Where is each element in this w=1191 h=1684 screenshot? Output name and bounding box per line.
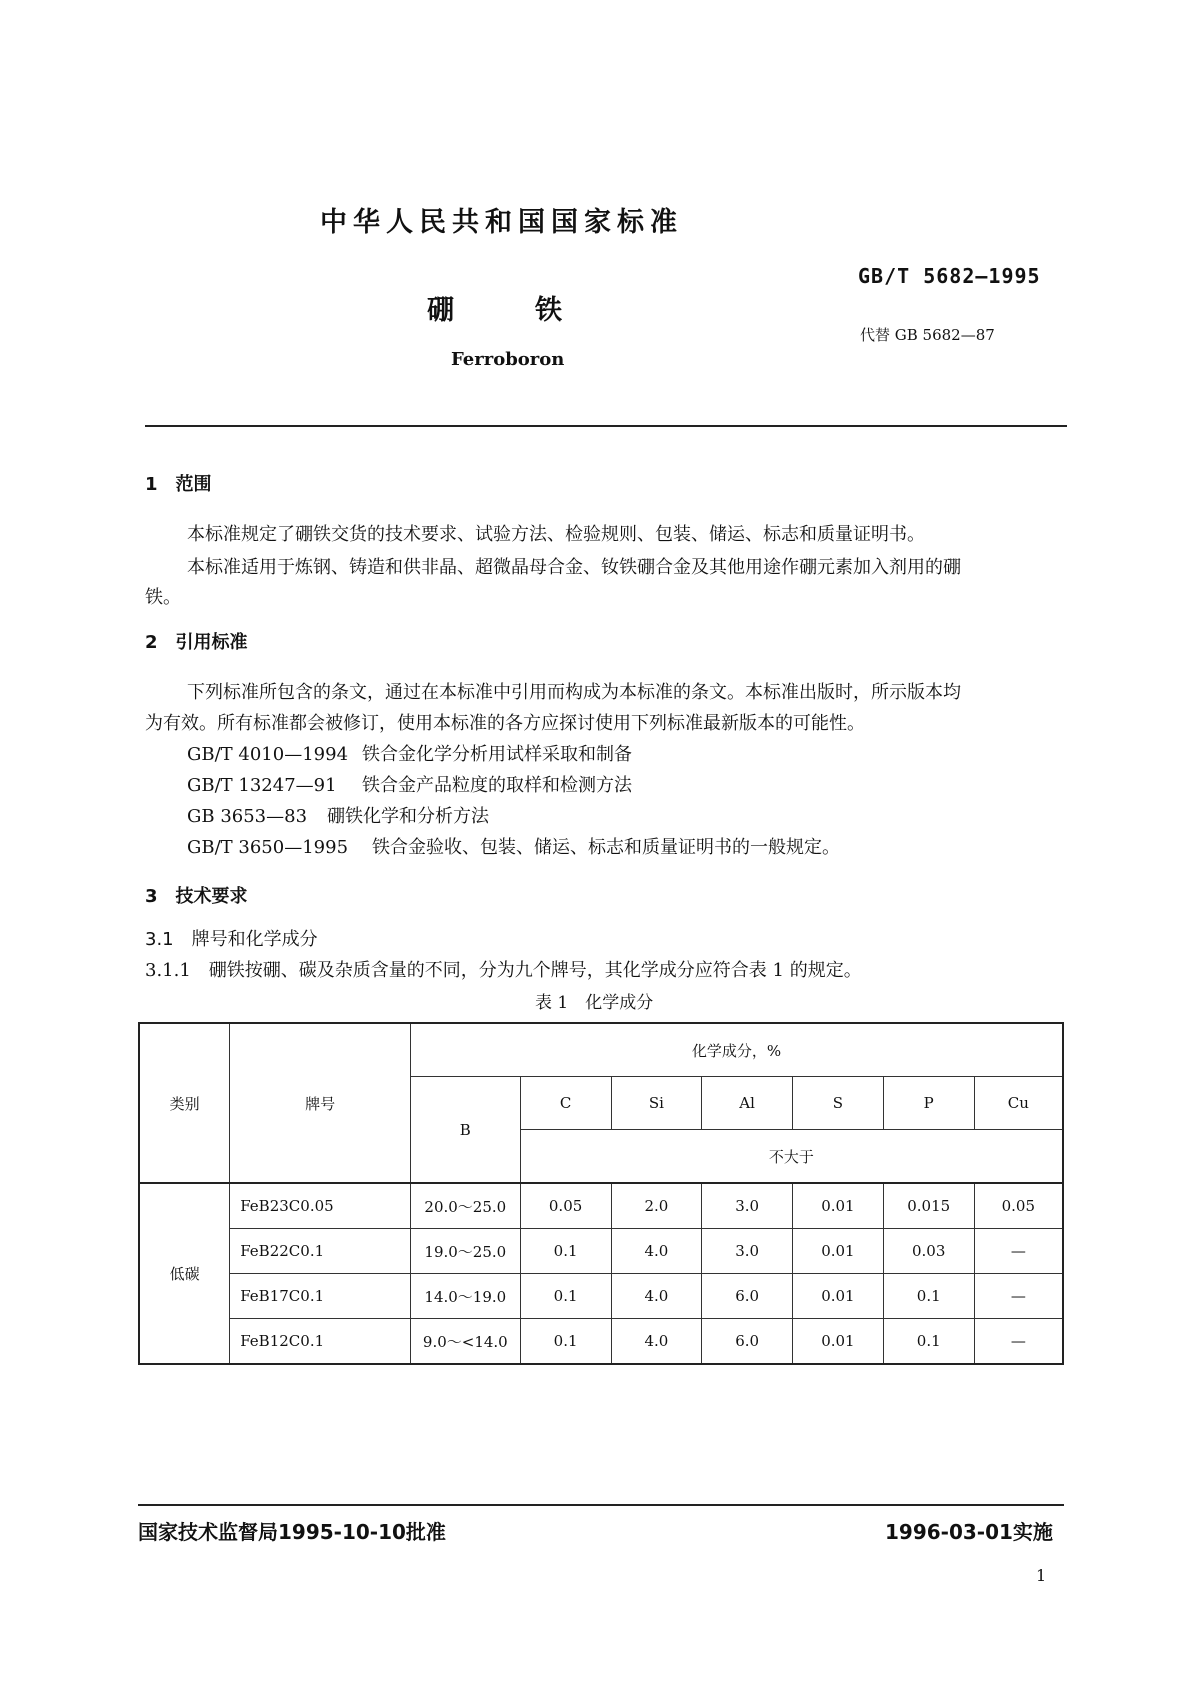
cell-s: 0.01 [793, 1319, 884, 1365]
cell-cu: — [974, 1229, 1063, 1274]
reference-code: GB/T 3650—1995 [187, 837, 349, 858]
header-element-cu: Cu [974, 1077, 1063, 1130]
cell-grade: FeB22C0.1 [230, 1229, 411, 1274]
document-title: 硼 铁 [427, 295, 562, 326]
standard-number: GB/T 5682—1995 [858, 264, 1041, 288]
reference-title: 铁合金化学分析用试样采取和制备 [362, 744, 632, 765]
cell-cu: 0.05 [974, 1183, 1063, 1229]
subsection-3-1-heading: 3.1 牌号和化学成分 [145, 929, 318, 950]
cell-grade: FeB12C0.1 [230, 1319, 411, 1365]
cell-al: 3.0 [702, 1183, 793, 1229]
implementation-date: 1996-03-01实施 [885, 1520, 1053, 1544]
footer-divider [138, 1504, 1064, 1506]
cell-al: 3.0 [702, 1229, 793, 1274]
section-1-paragraph-2-cont: 铁。 [145, 587, 181, 608]
section-1-paragraph-2: 本标准适用于炼钢、铸造和供非晶、超微晶母合金、钕铁硼合金及其他用途作硼元素加入剂用的硼 [187, 557, 961, 578]
section-2-paragraph-cont: 为有效。所有标准都会被修订，使用本标准的各方应探讨使用下列标准最新版本的可能性。 [145, 713, 865, 734]
reference-code: GB 3653—83 [187, 806, 308, 827]
header-category: 类别 [139, 1023, 230, 1183]
cell-b: 19.0～25.0 [410, 1229, 520, 1274]
reference-item [187, 740, 632, 766]
cell-b: 20.0～25.0 [410, 1183, 520, 1229]
reference-title: 铁合金验收、包装、储运、标志和质量证明书的一般规定。 [372, 837, 840, 858]
cell-c: 0.1 [520, 1229, 611, 1274]
cell-b: 14.0～19.0 [410, 1274, 520, 1319]
cell-p: 0.1 [883, 1274, 974, 1319]
cell-al: 6.0 [702, 1274, 793, 1319]
replaces-standard: 代替 GB 5682—87 [860, 326, 995, 344]
table-caption: 表 1 化学成分 [535, 993, 654, 1013]
english-title: Ferroboron [451, 349, 565, 370]
reference-code: GB/T 4010—1994 [187, 744, 349, 765]
cell-c: 0.05 [520, 1183, 611, 1229]
cell-si: 2.0 [611, 1183, 702, 1229]
reference-title: 硼铁化学和分析方法 [327, 806, 489, 827]
cell-p: 0.015 [883, 1183, 974, 1229]
subsection-3-1-1-text: 3.1.1 硼铁按硼、碳及杂质含量的不同，分为九个牌号，其化学成分应符合表 1 的规定。 [145, 960, 862, 981]
header-divider [145, 425, 1067, 427]
national-standard-title: 中华人民共和国国家标准 [320, 207, 683, 238]
reference-title: 铁合金产品粒度的取样和检测方法 [362, 775, 632, 796]
header-element-s: S [793, 1077, 884, 1130]
cell-cu: — [974, 1319, 1063, 1365]
cell-b: 9.0～<14.0 [410, 1319, 520, 1365]
header-element-p: P [883, 1077, 974, 1130]
cell-s: 0.01 [793, 1229, 884, 1274]
header-not-greater-than: 不大于 [520, 1130, 1063, 1184]
header-grade: 牌号 [230, 1023, 411, 1183]
cell-p: 0.1 [883, 1319, 974, 1365]
cell-p: 0.03 [883, 1229, 974, 1274]
cell-grade: FeB17C0.1 [230, 1274, 411, 1319]
section-2-heading: 2 引用标准 [145, 632, 248, 653]
cell-si: 4.0 [611, 1229, 702, 1274]
table-row [139, 1274, 1063, 1319]
cell-s: 0.01 [793, 1274, 884, 1319]
header-element-c: C [520, 1077, 611, 1130]
category-low-carbon: 低碳 [139, 1183, 230, 1364]
approval-statement: 国家技术监督局1995-10-10批准 [138, 1520, 446, 1544]
cell-grade: FeB23C0.05 [230, 1183, 411, 1229]
table-row [139, 1319, 1063, 1365]
header-element-al: Al [702, 1077, 793, 1130]
cell-cu: — [974, 1274, 1063, 1319]
cell-c: 0.1 [520, 1319, 611, 1365]
table-row [139, 1183, 1063, 1229]
chemical-composition-table [138, 1022, 1064, 1365]
cell-si: 4.0 [611, 1274, 702, 1319]
section-2-paragraph: 下列标准所包含的条文，通过在本标准中引用而构成为本标准的条文。本标准出版时，所示版本均 [187, 682, 961, 703]
cell-c: 0.1 [520, 1274, 611, 1319]
header-boron: B [410, 1077, 520, 1184]
cell-si: 4.0 [611, 1319, 702, 1365]
cell-s: 0.01 [793, 1183, 884, 1229]
header-element-si: Si [611, 1077, 702, 1130]
reference-item [187, 833, 840, 859]
section-1-heading: 1 范围 [145, 474, 212, 495]
section-1-paragraph-1: 本标准规定了硼铁交货的技术要求、试验方法、检验规则、包装、储运、标志和质量证明书。 [187, 524, 925, 545]
reference-code: GB/T 13247—91 [187, 775, 337, 796]
reference-item [187, 771, 632, 797]
page-number: 1 [1036, 1566, 1047, 1585]
cell-al: 6.0 [702, 1319, 793, 1365]
section-3-heading: 3 技术要求 [145, 886, 248, 907]
reference-item [187, 802, 489, 828]
header-chemical-composition: 化学成分，% [410, 1023, 1063, 1077]
table-row [139, 1229, 1063, 1274]
